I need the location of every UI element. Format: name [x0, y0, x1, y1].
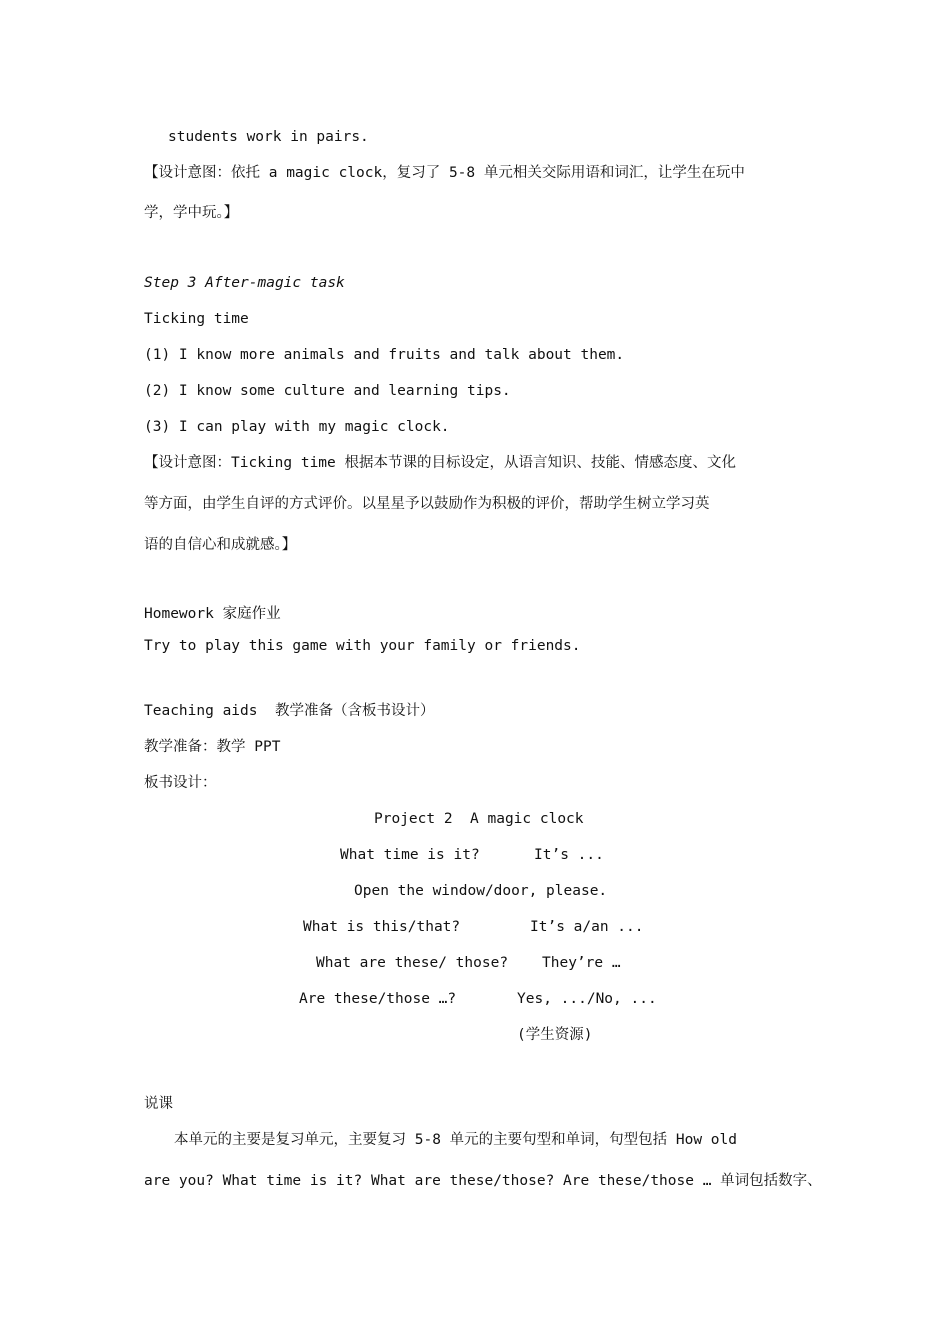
list-item: (3) I can play with my magic clock. [144, 419, 450, 435]
design-intent-line: 等方面，由学生自评的方式评价。以星星予以鼓励作为积极的评价，帮助学生树立学习英 [144, 496, 710, 512]
board-line: It’s ... [534, 847, 604, 863]
text-line: students work in pairs. [168, 129, 369, 145]
design-intent-line: 学，学中玩。】 [144, 205, 239, 221]
text-line: 板书设计： [144, 775, 217, 791]
board-line: Are these/those …? [299, 991, 457, 1007]
text-line: 教学准备：教学 PPT [144, 739, 281, 755]
board-line: They’re … [542, 955, 621, 971]
paragraph-line: 本单元的主要是复习单元，主要复习 5-8 单元的主要句型和单词，句型包括 How old [174, 1132, 737, 1148]
board-line: What are these/ those? [316, 955, 509, 971]
design-intent-line: 【设计意图：依托 a magic clock，复习了 5-8 单元相关交际用语和词汇，让学生在玩中 [144, 165, 745, 181]
section-heading: Homework 家庭作业 [144, 606, 281, 622]
section-heading: Teaching aids 教学准备（含板书设计） [144, 703, 435, 719]
paragraph-line: are you? What time is it? What are these/those? Are these/those … 单词包括数字、 [144, 1173, 822, 1189]
step-heading: Step 3 After-magic task [144, 275, 345, 291]
text-line: Try to play this game with your family or friends. [144, 638, 581, 654]
design-intent-line: 语的自信心和成就感。】 [144, 537, 297, 553]
board-line: Yes, .../No, ... [517, 991, 657, 1007]
board-line: Open the window/door, please. [354, 883, 608, 899]
text-line: Ticking time [144, 311, 249, 327]
list-item: (1) I know more animals and fruits and talk about them. [144, 347, 625, 363]
board-title: Project 2 A magic clock [374, 811, 584, 827]
board-line: What is this/that? [303, 919, 461, 935]
section-heading: 说课 [144, 1096, 173, 1112]
list-item: (2) I know some culture and learning tips. [144, 383, 511, 399]
design-intent-line: 【设计意图：Ticking time 根据本节课的目标设定，从语言知识、技能、情感态度、文化 [144, 455, 736, 471]
board-line: It’s a/an ... [530, 919, 644, 935]
board-line: What time is it? [340, 847, 480, 863]
source-note: (学生资源) [517, 1027, 593, 1043]
